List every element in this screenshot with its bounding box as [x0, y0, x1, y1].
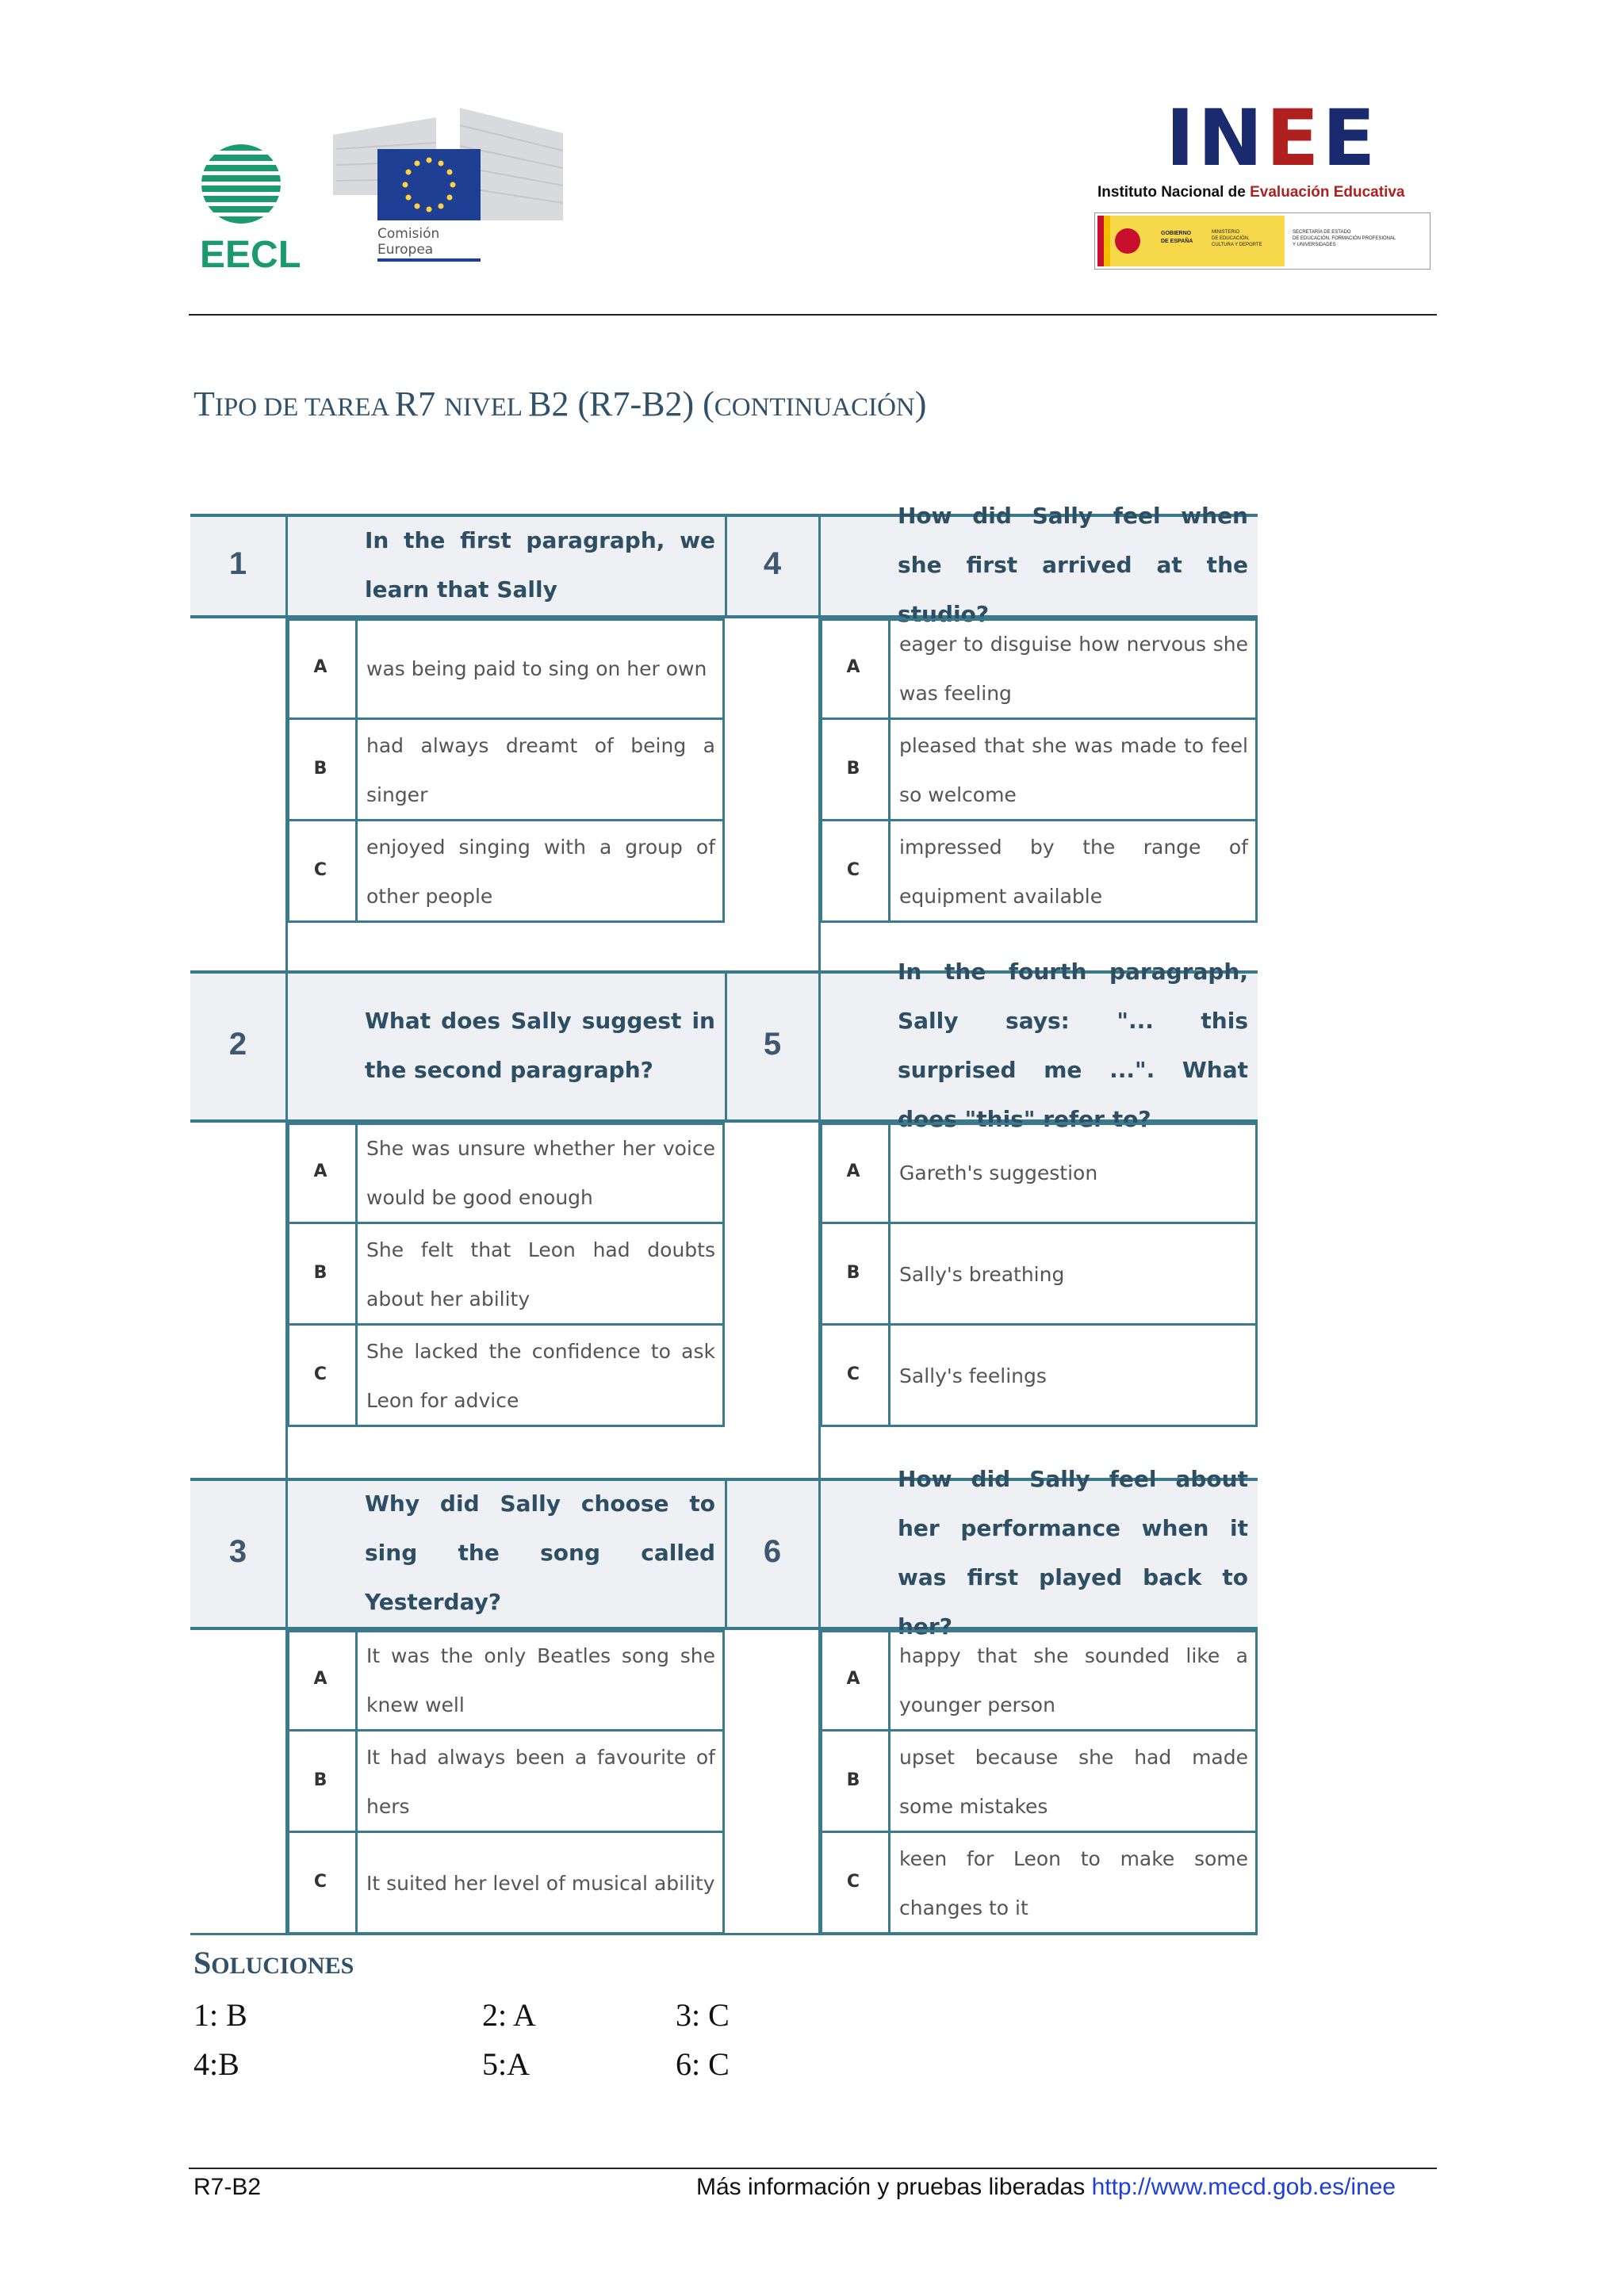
option-letter: B: [846, 1263, 860, 1283]
option-letter: B: [313, 1263, 327, 1283]
svg-text:Comisión: Comisión: [377, 226, 440, 242]
svg-text:DE ESPAÑA: DE ESPAÑA: [1161, 239, 1193, 244]
svg-text:EECL: EECL: [200, 234, 300, 271]
option-text: Sally's feelings: [899, 1364, 1047, 1387]
option-letter: B: [313, 759, 327, 779]
svg-text:MINISTERIO: MINISTERIO: [1212, 230, 1240, 235]
option-letter: A: [846, 1161, 860, 1181]
option-letter: C: [846, 1364, 860, 1384]
table-bottom-line: [190, 1933, 1258, 1935]
footer-divider: [189, 2168, 1437, 2169]
question-number-left: 3: [228, 1534, 247, 1569]
option-separator: [888, 1732, 891, 1833]
solution-4: 4:B: [193, 2046, 239, 2082]
option-letter: C: [313, 860, 327, 880]
inee-logo: [1094, 95, 1427, 277]
inee-subtitle: Instituto Nacional de Evaluación Educativa: [1097, 184, 1405, 201]
footer-link[interactable]: http://www.mecd.gob.es/inee: [1091, 2174, 1396, 2200]
option-letter: A: [846, 657, 860, 677]
option-text: Sally's breathing: [899, 1263, 1065, 1286]
option-separator: [888, 1630, 891, 1732]
page-title: TIPO DE TAREA R7 NIVEL B2 (R7-B2) (CONTINUACIÓN): [193, 385, 927, 423]
option-separator: [355, 618, 358, 720]
spine-line: [818, 617, 821, 970]
question-text-right: How did Sally feel about her performance when it was first played back to her?: [898, 1466, 1248, 1640]
option-text: Gareth's suggestion: [899, 1161, 1098, 1184]
svg-text:DE EDUCACIÓN,: DE EDUCACIÓN,: [1212, 236, 1250, 241]
option-text: She lacked the confidence to ask Leon for advice: [366, 1340, 715, 1412]
option-text: pleased that she was made to feel so welcome: [899, 734, 1248, 806]
option-letter: C: [846, 860, 860, 880]
option-letter: B: [313, 1770, 327, 1790]
question-number-right: 6: [763, 1534, 782, 1569]
question-number-right: 5: [763, 1027, 782, 1062]
option-letter: A: [846, 1669, 860, 1689]
question-text-left: In the first paragraph, we learn that Sally: [365, 527, 715, 603]
option-text: She felt that Leon had doubts about her ability: [366, 1238, 715, 1311]
option-separator: [355, 1833, 358, 1934]
option-letter: B: [846, 1770, 860, 1790]
option-text: enjoyed singing with a group of other people: [366, 836, 715, 908]
solution-1: 1: B: [193, 1997, 247, 2033]
option-text: upset because she had made some mistakes: [899, 1746, 1248, 1818]
svg-text:Europea: Europea: [377, 242, 434, 258]
header-separator: [285, 514, 288, 617]
option-text: impressed by the range of equipment available: [899, 836, 1248, 908]
option-letter: A: [313, 1161, 327, 1181]
question-text-left: Why did Sally choose to sing the song called Yesterday?: [365, 1490, 715, 1615]
option-letter: C: [313, 1872, 327, 1892]
spine-line: [818, 1121, 821, 1478]
spine-line: [818, 1628, 821, 1934]
option-text: It suited her level of musical ability: [366, 1872, 715, 1895]
option-separator: [888, 1123, 891, 1224]
option-text: happy that she sounded like a younger person: [899, 1644, 1248, 1716]
question-number-left: 1: [228, 546, 247, 581]
option-text: keen for Leon to make some changes to it: [899, 1847, 1248, 1919]
option-letter: B: [846, 759, 860, 779]
svg-text:DE EDUCACIÓN, FORMACIÓN PROFES: DE EDUCACIÓN, FORMACIÓN PROFESIONAL: [1293, 236, 1396, 241]
option-separator: [355, 1326, 358, 1427]
svg-text:Y UNIVERSIDADES: Y UNIVERSIDADES: [1293, 243, 1336, 247]
option-letter: A: [313, 1669, 327, 1689]
footer-info: Más información y pruebas liberadas http://www.mecd.gob.es/inee: [696, 2174, 1396, 2200]
question-text-right: In the fourth paragraph, Sally says: "... this surprised me ...". What does "this" refer to?: [898, 959, 1248, 1132]
inee-wordmark: INEE: [1166, 94, 1379, 184]
question-number-right: 4: [763, 546, 782, 581]
solution-6: 6: C: [676, 2046, 730, 2082]
option-separator: [888, 1326, 891, 1427]
option-separator: [888, 1224, 891, 1326]
header-divider: [189, 314, 1437, 316]
option-separator: [888, 618, 891, 720]
option-separator: [355, 1123, 358, 1224]
question-text-left: What does Sally suggest in the second paragraph?: [365, 1008, 715, 1083]
option-separator: [355, 720, 358, 821]
header-separator: [285, 970, 288, 1121]
option-letter: C: [313, 1364, 327, 1384]
svg-text:GOBIERNO: GOBIERNO: [1161, 231, 1192, 236]
option-letter: A: [313, 657, 327, 677]
option-letter: C: [846, 1872, 860, 1892]
option-separator: [888, 821, 891, 923]
eecl-logo: [197, 144, 300, 271]
solution-3: 3: C: [676, 1997, 730, 2033]
option-separator: [888, 720, 891, 821]
option-separator: [355, 1732, 358, 1833]
option-text: She was unsure whether her voice would be good enough: [366, 1137, 715, 1209]
header-separator: [285, 1478, 288, 1628]
option-separator: [888, 1833, 891, 1934]
spine-line: [285, 617, 288, 970]
option-separator: [355, 1224, 358, 1326]
option-separator: [355, 1630, 358, 1732]
svg-text:CULTURA Y DEPORTE: CULTURA Y DEPORTE: [1212, 243, 1262, 247]
solutions-title: SOLUCIONES: [193, 1945, 354, 1980]
question-number-left: 2: [228, 1027, 247, 1062]
spine-line: [285, 1121, 288, 1478]
option-text: It was the only Beatles song she knew well: [366, 1644, 715, 1716]
spanish-government-banner: [1094, 212, 1431, 270]
question-text-right: How did Sally feel when she first arrived at the studio?: [898, 503, 1248, 627]
option-text: eager to disguise how nervous she was feeling: [899, 633, 1248, 705]
european-commission-logo: [325, 101, 563, 268]
solution-2: 2: A: [482, 1997, 536, 2033]
option-text: was being paid to sing on her own: [366, 657, 707, 680]
option-text: It had always been a favourite of hers: [366, 1746, 715, 1818]
option-text: had always dreamt of being a singer: [366, 734, 715, 806]
spine-line: [285, 1628, 288, 1934]
option-separator: [355, 821, 358, 923]
solution-5: 5:A: [482, 2046, 530, 2082]
footer-code: R7-B2: [193, 2174, 262, 2200]
svg-text:SECRETARÍA DE ESTADO: SECRETARÍA DE ESTADO: [1293, 230, 1351, 235]
